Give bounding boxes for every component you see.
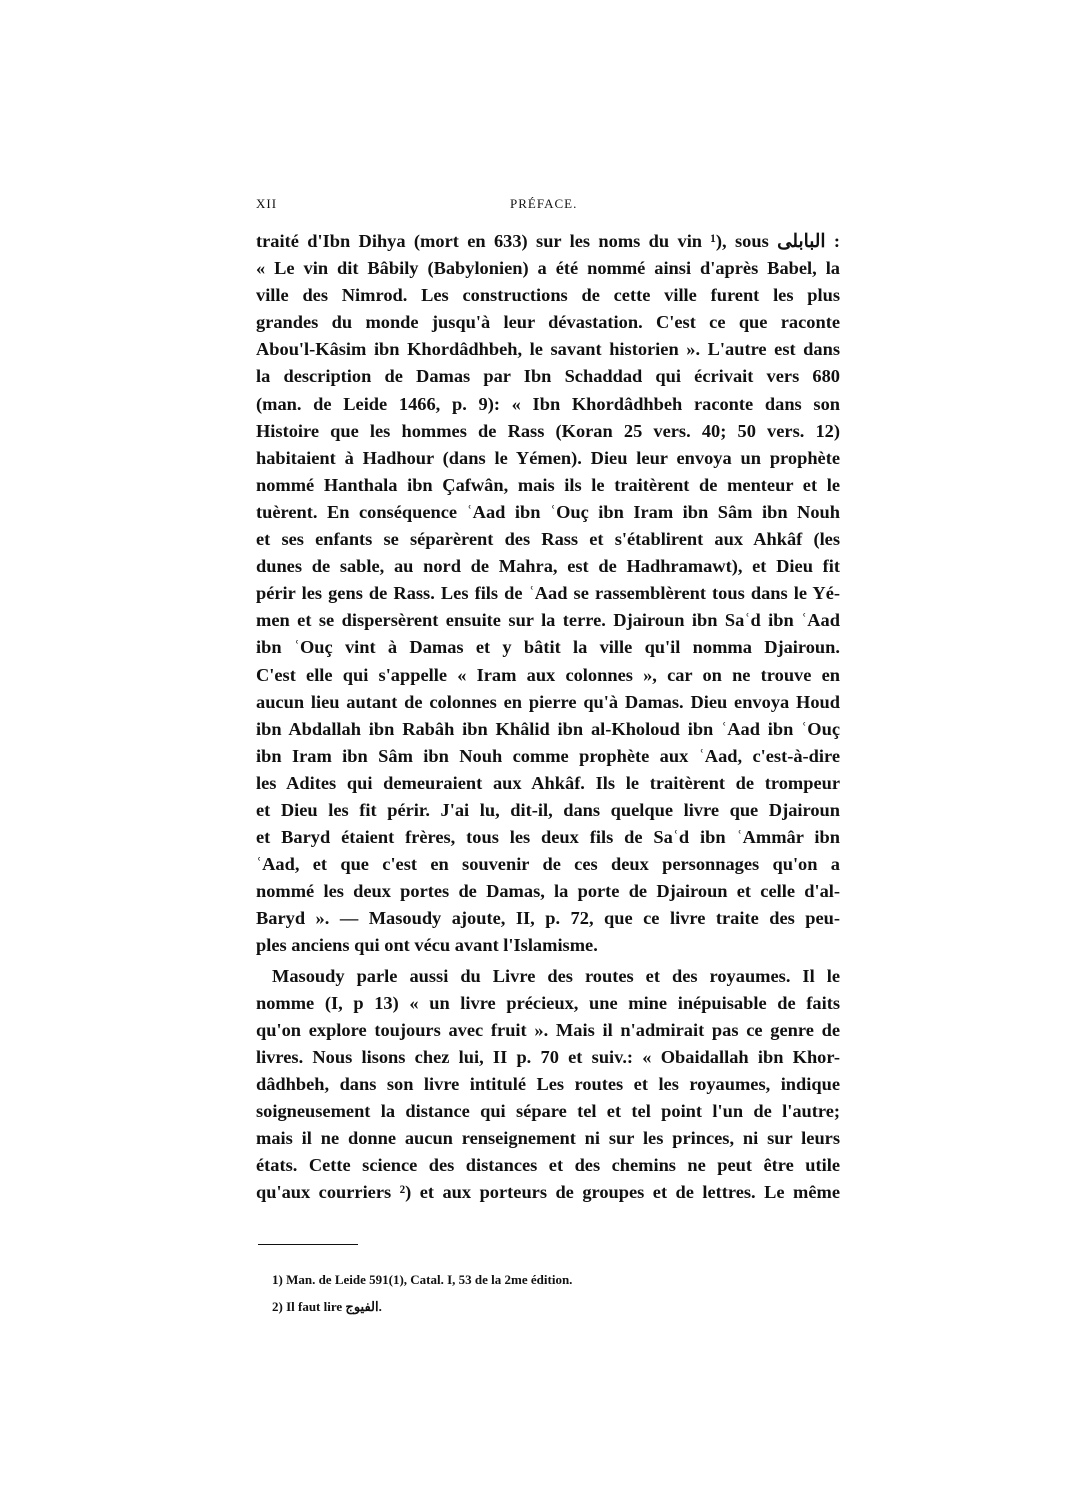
text-line: Masoudy parle aussi du Livre des routes et des royaumes. Il le [272,965,840,986]
text-line: Abou'l-Kâsim ibn Khordâdhbeh, le savant historien ». L'autre est dans [256,339,840,360]
text-line: C'est elle qui s'appelle « Iram aux colonnes », car on ne trouve en [256,664,840,685]
text-line: ville des Nimrod. Les constructions de cette ville furent les plus [256,285,840,306]
text-line: grandes du monde jusqu'à leur dévastation. C'est ce que raconte [256,312,840,333]
paragraph-2 [256,963,840,1207]
running-title: PRÉFACE. [510,196,578,211]
text-line: tuèrent. En conséquence ʿAad ibn ʿOuç ibn Iram ibn Sâm ibn Nouh [256,501,840,522]
text-line: Histoire que les hommes de Rass (Koran 25 vers. 40; 50 vers. 12) [256,420,840,441]
text-line: dunes de sable, au nord de Mahra, est de Hadhramawt), et Dieu fit [256,556,840,577]
text-line: ibn ʿOuç vint à Damas et y bâtit la ville qu'il nomma Djairoun. [256,637,840,658]
footnote-divider [258,1244,358,1245]
text-line: ibn Iram ibn Sâm ibn Nouh comme prophète aux ʿAad, c'est-à-dire [256,745,840,766]
text-line: traité d'Ibn Dihya (mort en 633) sur les noms du vin ¹), sous البابلى : [256,231,840,251]
text-line: ibn Abdallah ibn Rabâh ibn Khâlid ibn al-Kholoud ibn ʿAad ibn ʿOuç [256,718,840,739]
footnotes [272,1266,572,1320]
text-line: habitaient à Hadhour (dans le Yémen). Dieu leur envoya un prophète [256,447,840,468]
text-line: périr les gens de Rass. Les fils de ʿAad se rassemblèrent tous dans le Yé- [256,583,840,604]
text-line: « Le vin dit Bâbily (Babylonien) a été nommé ainsi d'après Babel, la [256,258,840,279]
text-line: qu'aux courriers ²) et aux porteurs de groupes et de lettres. Le même [256,1182,840,1203]
footnote-2: 2) Il faut lire الفيوج. [272,1299,382,1314]
text-line: men et se dispersèrent ensuite sur la terre. Djairoun ibn Saʿd ibn ʿAad [256,610,840,631]
text-line: états. Cette science des distances et des chemins ne peut être utile [256,1155,840,1176]
text-line: mais il ne donne aucun renseignement ni sur les princes, ni sur leurs [256,1128,840,1149]
text-line: qu'on explore toujours avec fruit ». Mais il n'admirait pas ce genre de [256,1019,840,1040]
text-line: ples anciens qui ont vécu avant l'Islamisme. [256,935,598,956]
text-line: nommé les deux portes de Damas, la porte de Djairoun et celle d'al- [256,881,840,902]
text-line: livres. Nous lisons chez lui, II p. 70 et suiv.: « Obaidallah ibn Khor- [256,1046,840,1067]
text-line: soigneusement la distance qui sépare tel et tel point l'un de l'autre; [256,1101,840,1121]
text-line: (man. de Leide 1466, p. 9): « Ibn Khordâdhbeh raconte dans son [256,393,840,414]
text-line: nomme (I, p 13) « un livre précieux, une mine inépuisable de faits [256,992,840,1013]
text-line: aucun lieu autant de colonnes en pierre qu'à Damas. Dieu envoya Houd [256,691,840,712]
text-line: nommé Hanthala ibn Çafwân, mais ils le traitèrent de menteur et le [256,474,840,495]
text-line: et Baryd étaient frères, tous les deux fils de Saʿd ibn ʿAmmâr ibn [256,827,840,848]
paragraph-1 [256,228,840,960]
text-line: et ses enfants se séparèrent des Rass et s'établirent aux Ahkâf (les [256,529,840,550]
page-number: XII [256,196,278,211]
text-line: les Adites qui demeuraient aux Ahkâf. Ils le traitèrent de trompeur [256,772,840,793]
text-line: dâdhbeh, dans son livre intitulé Les routes et les royaumes, indique [256,1073,840,1094]
text-line: et Dieu les fit périr. J'ai lu, dit-il, dans quelque livre que Djairoun [256,799,840,820]
text-line: Baryd ». — Masoudy ajoute, II, p. 72, que ce livre traite des peu- [256,908,840,929]
text-line: la description de Damas par Ibn Schaddad qui écrivait vers 680 [256,366,840,387]
main-text [256,228,840,1206]
page-header [256,196,840,220]
text-line: ʿAad, et que c'est en souvenir de ces deux personnages qu'on a [256,854,840,875]
footnote-1: 1) Man. de Leide 591(1), Catal. I, 53 de la 2me édition. [272,1272,573,1287]
